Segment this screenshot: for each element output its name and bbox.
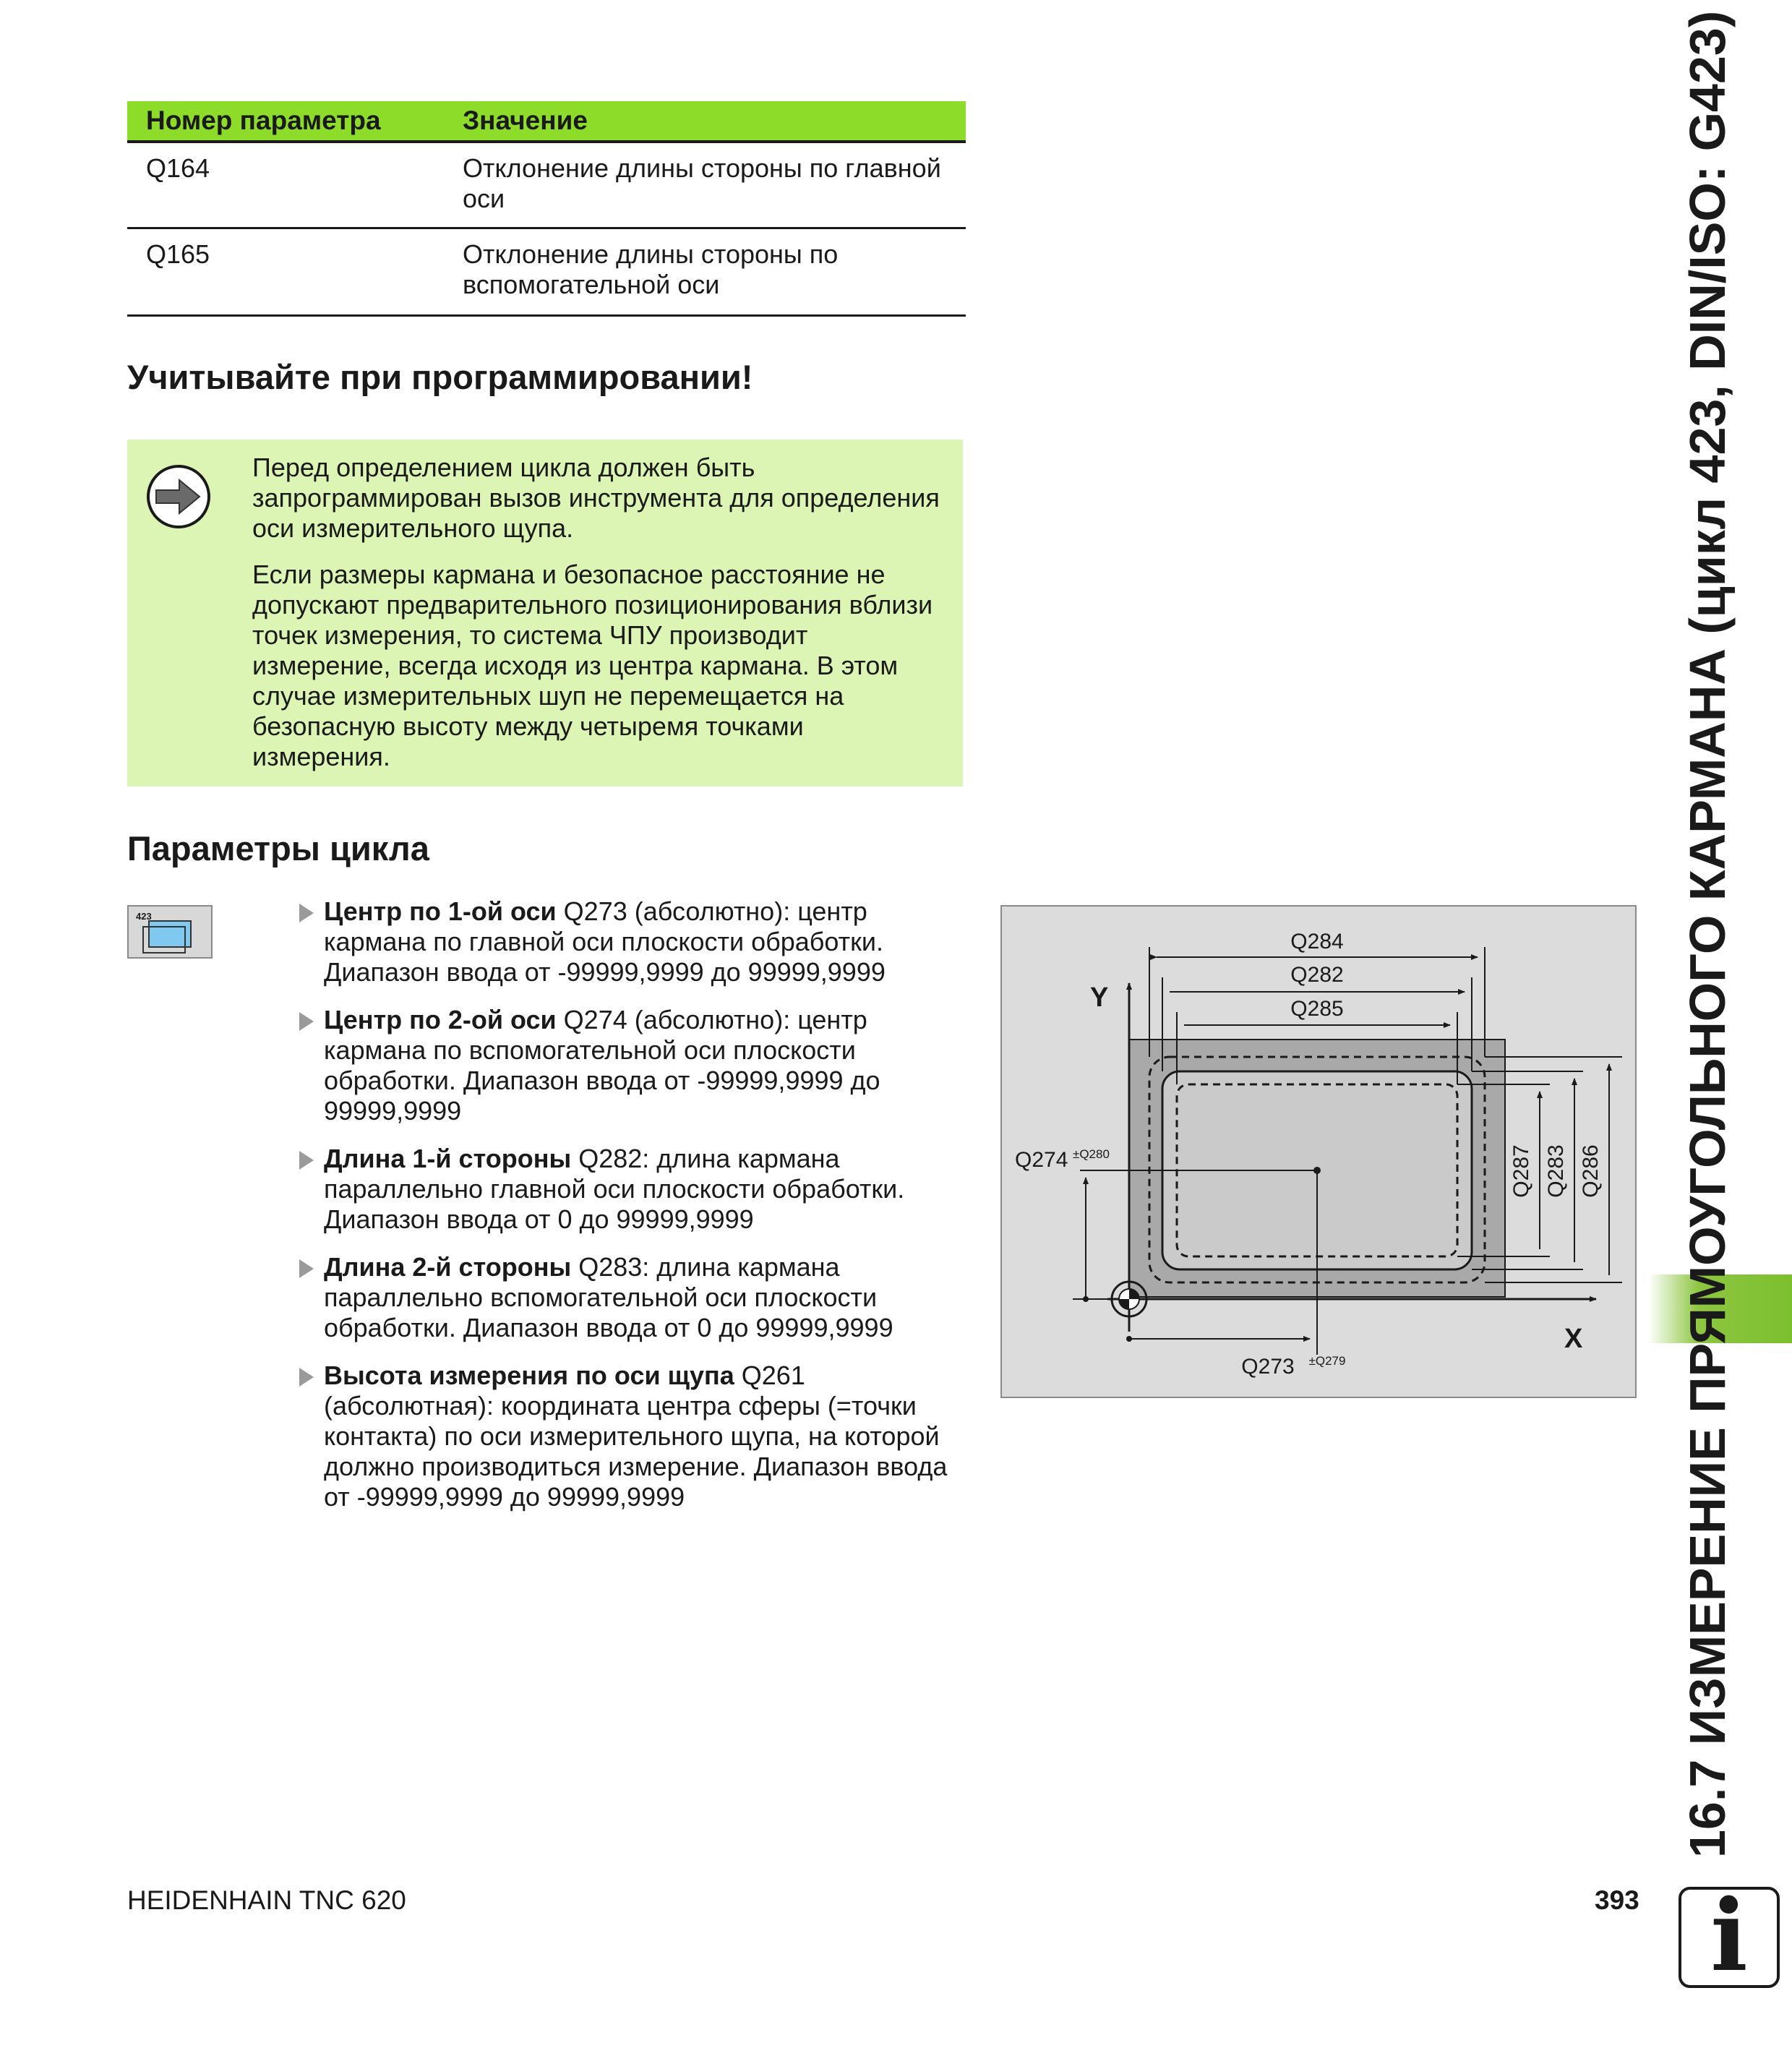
pocket-diagram — [1000, 905, 1637, 1398]
dim-q284-label: Q284 — [1290, 930, 1344, 954]
dim-q286-label: Q286 — [1579, 1144, 1603, 1198]
dim-q287-label: Q287 — [1509, 1144, 1533, 1198]
table-cell-value: Отклонение длины стороны по вспомогательной оси — [463, 239, 839, 299]
table-row — [127, 229, 966, 317]
info-icon-letter: i — [1710, 1878, 1748, 1994]
cycle-params-heading: Параметры цикла — [127, 829, 429, 867]
param-text: Q282: длина кармана параллельно главной оси плоскости обработки. Диапазон ввода от 0 до 99999,9999 — [324, 1144, 905, 1234]
param-title: Высота измерения по оси щупа — [324, 1361, 734, 1390]
param-title: Длина 1-й стороны — [324, 1144, 572, 1173]
parameter-table — [127, 101, 966, 317]
programming-heading: Учитывайте при программировании! — [127, 358, 753, 396]
param-title: Центр по 2-ой оси — [324, 1005, 557, 1034]
param-text: Q274 (абсолютно): центр кармана по вспомогательной оси плоскости обработки. Диапазон ввода от -99999,9999 до 99999,9999 — [324, 1005, 880, 1126]
table-cell-param: Q164 — [146, 153, 210, 183]
axis-x-label: X — [1564, 1324, 1583, 1354]
list-item — [296, 1144, 969, 1235]
softkey-label: 423 — [136, 911, 152, 922]
bullet-triangle-icon — [299, 1259, 314, 1278]
bullet-triangle-icon — [299, 904, 314, 922]
list-item — [296, 1252, 969, 1343]
note-paragraph: Перед определением цикла должен быть запрограммирован вызов инструмента для определения оси измерительного щупа. — [252, 453, 940, 543]
footer-manual-name: HEIDENHAIN TNC 620 — [127, 1885, 406, 1915]
param-title: Центр по 1-ой оси — [324, 896, 557, 926]
dim-q273-label: Q273 — [1241, 1355, 1295, 1379]
dim-q285-label: Q285 — [1290, 997, 1344, 1021]
bullet-triangle-icon — [299, 1012, 314, 1031]
cycle-softkey-icon — [127, 905, 213, 959]
param-title: Длина 2-й стороны — [324, 1252, 572, 1282]
table-cell-value: Отклонение длины стороны по главной оси — [463, 153, 941, 213]
bullet-triangle-icon — [299, 1151, 314, 1170]
page-number: 393 — [1595, 1885, 1639, 1915]
table-header — [127, 101, 966, 143]
dim-q279-label: ±Q279 — [1308, 1354, 1346, 1368]
parameter-list — [296, 896, 969, 1530]
table-header-value: Значение — [463, 106, 588, 135]
list-item — [296, 1361, 969, 1512]
note-text — [252, 453, 946, 788]
param-text: Q273 (абсолютно): центр кармана по главной оси плоскости обработки. Диапазон ввода от -99999,9999 до 99999,9999 — [324, 896, 886, 987]
note-paragraph: Если размеры кармана и безопасное расстояние не допускают предварительного позиционирования вблизи точек измерения, то система ЧПУ производит измерение, всегда исходя из центра кармана. В этом случае измерительных шуп не перемещается на безопасную высоту между четыремя точками измерения. — [252, 560, 933, 771]
dim-q280-label: ±Q280 — [1073, 1147, 1110, 1161]
info-icon[interactable] — [1679, 1878, 1780, 1994]
table-cell-param: Q165 — [146, 239, 210, 269]
arrow-right-icon — [146, 464, 211, 529]
table-row — [127, 143, 966, 229]
param-text: Q283: длина кармана параллельно вспомогательной оси плоскости обработки. Диапазон ввода от 0 до 99999,9999 — [324, 1252, 893, 1342]
bullet-triangle-icon — [299, 1368, 314, 1387]
axis-y-label: Y — [1090, 982, 1109, 1013]
dim-q274-label: Q274 — [1015, 1148, 1068, 1172]
table-header-param: Номер параметра — [146, 106, 381, 135]
dim-q283-label: Q283 — [1544, 1144, 1568, 1198]
list-item — [296, 1005, 969, 1126]
note-box — [127, 440, 963, 787]
chapter-title: 16.7 ИЗМЕРЕНИЕ ПРЯМОУГОЛЬНОГО КАРМАНА (цикл 423, DIN/ISO: G423) — [1679, 10, 1736, 1858]
dim-q282-label: Q282 — [1290, 963, 1344, 987]
list-item — [296, 896, 969, 987]
param-text: Q261 (абсолютная): координата центра сферы (=точки контакта) по оси измерительного щупа, на которой должно производиться измерение. Диапазон ввода от -99999,9999 до 99999,9999 — [324, 1361, 948, 1512]
